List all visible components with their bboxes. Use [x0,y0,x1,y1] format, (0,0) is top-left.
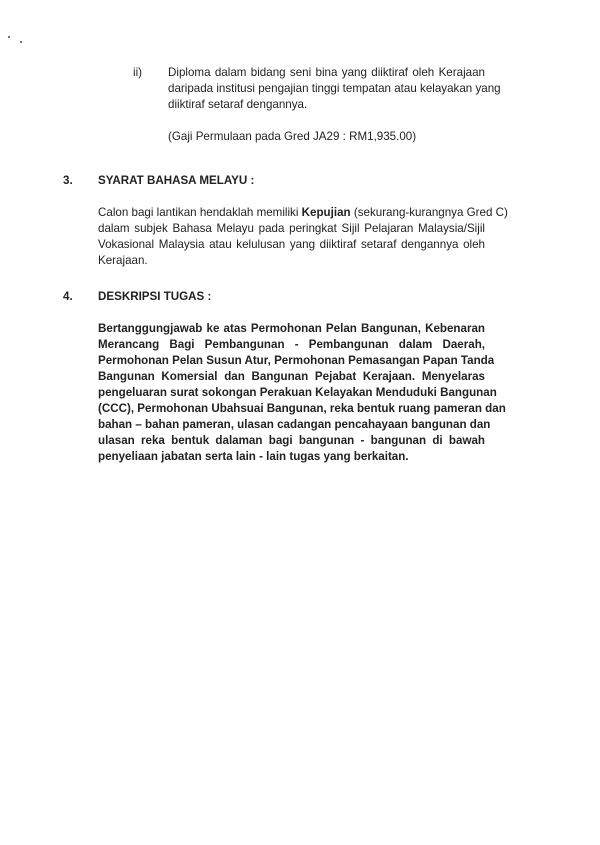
paragraph-line: Kerajaan. [98,254,148,267]
scan-speck [8,36,10,38]
item-line: daripada institusi pengajian tinggi tempatan atau kelayakan yang [168,82,501,95]
paragraph-line: Merancang Bagi Pembangunan - Pembangunan dalam Daerah, [98,338,485,351]
paragraph-line: pengeluaran surat sokongan Perakuan Kelayakan Menduduki Bangunan [98,386,497,399]
paragraph-line: (CCC), Permohonan Ubahsuai Bangunan, reka bentuk ruang pameran dan [98,402,506,415]
section-heading: DESKRIPSI TUGAS : [98,290,212,303]
paragraph-line: bahan – bahan pameran, ulasan cadangan pencahayaan bangunan dan [98,418,491,431]
paragraph-line: dalam subjek Bahasa Melayu pada peringkat Sijil Pelajaran Malaysia/Sijil [98,222,485,235]
paragraph-line: Bangunan Komersial dan Bangunan Pejabat Kerajaan. Menyelaras [98,370,485,383]
paragraph-line: Permohonan Pelan Susun Atur, Permohonan Pemasangan Papan Tanda [98,354,495,367]
section-number: 3. [63,174,73,187]
paragraph-line: Calon bagi lantikan hendaklah memiliki Kepujian (sekurang-kurangnya Gred C) [98,206,508,219]
paragraph-line: Bertanggungjawab ke atas Permohonan Pelan Bangunan, Kebenaran [98,322,485,335]
section-heading: SYARAT BAHASA MELAYU : [98,174,255,187]
salary-note: (Gaji Permulaan pada Gred JA29 : RM1,935.00) [168,130,417,143]
paragraph-line: ulasan reka bentuk dalaman bagi bangunan - bangunan di bawah [98,434,485,447]
section-number: 4. [63,290,73,303]
item-line: diiktiraf setaraf dengannya. [168,98,308,111]
scan-speck [20,41,22,43]
paragraph-line: penyeliaan jabatan serta lain - lain tugas yang berkaitan. [98,450,409,463]
item-line: Diploma dalam bidang seni bina yang diiktiraf oleh Kerajaan [168,66,485,79]
item-marker: ii) [133,66,143,79]
paragraph-line: Vokasional Malaysia atau kelulusan yang diiktiraf setaraf dengannya oleh [98,238,485,251]
